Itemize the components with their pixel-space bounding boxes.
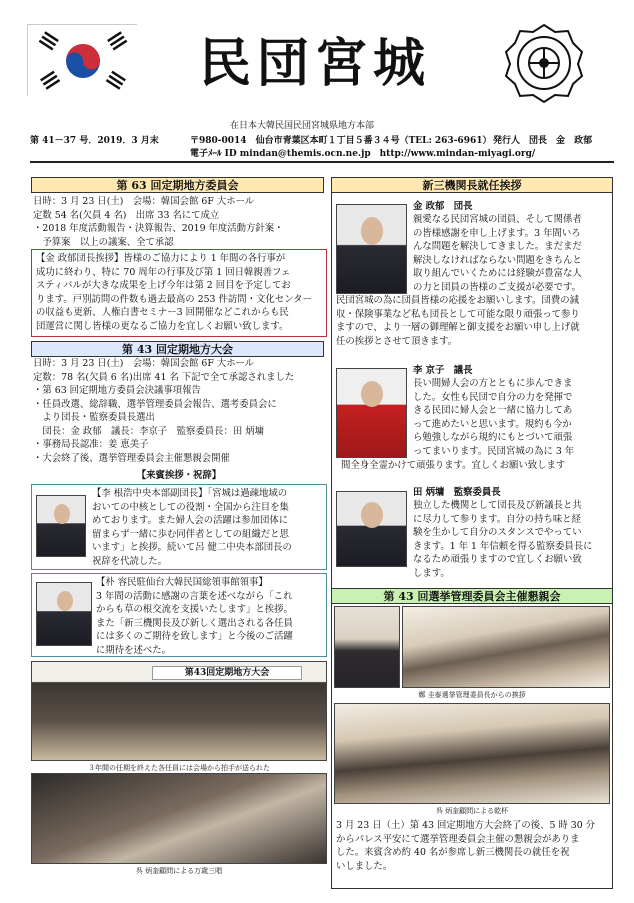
contact-line: 電子ﾒｰﾙ ID mindan@themis.ocn.ne.jp http://www.mindan-miyagi.org/	[190, 149, 536, 159]
assembly-group-photo	[31, 661, 327, 761]
section-heading-election-party: 第 43 回選挙管理委員会主催懇親会	[331, 588, 613, 604]
chairperson-message-cont: 間全身全霊かけて頑張ります。宜しくお願い致します	[341, 460, 566, 471]
korean-flag-icon	[27, 24, 137, 96]
newspaper-title: 民団宮城	[198, 33, 431, 94]
photo-caption-4: 呉 炳奎顧問による乾杯	[435, 807, 509, 815]
chairperson-photo	[336, 368, 407, 458]
auditor-message: 独立した機関として団長及び新議長と共 に尽力して参ります。自分の持ち味と経 験を生かして自分のスタンスでやってい きます。1 年 1 年信頼を得る監察委員長に なるため頑張りますので宜しくお願い致 します。	[413, 500, 593, 579]
auditor-name: 田 炳墉 監察委員長	[413, 487, 501, 498]
organization-name: 在日本大韓民国民団宮城県地方本部	[230, 121, 375, 131]
speaker-photo	[36, 582, 92, 646]
guest-speech-1: 【李 根浩中央本部副団長】「宮城は過疎地域の おいての中核としての役割・全国から注目を集 めております。また婦人会の活躍は参加団体に 留まらず一緒に歩む同伴者としての組織だと思 います」と挨拶。続いて呂 健二中央本部団長の 祝辞を代読した。	[31, 484, 327, 570]
issue-number: 第 41－37 号．2019．3 月末	[30, 136, 159, 146]
speaker-photo	[36, 495, 86, 557]
banzai-photo	[31, 773, 327, 864]
guest-speech-heading: 【来賓挨拶・祝辞】	[136, 470, 222, 481]
party-hall-photo	[402, 606, 610, 688]
assembly-banner: 第43回定期地方大会	[152, 666, 302, 680]
president-name: 金 政郁 団長	[413, 201, 473, 212]
section-heading-63: 第 63 回定期地方委員会	[31, 177, 324, 193]
photo-caption-1: ３年間の任期を終えた各任員には会場から拍手が送られた	[88, 764, 270, 772]
chairperson-message: 長い間婦人会の方とともに歩んできま した。女性も民団で自分の力を発揮で きる民団に婦人会と一緒に協力してあ って進めたいと思います。規約も今か ら勉強しながら規約にもとづいて頑張 ってまいります。民団宮城の為に 3 年	[413, 378, 575, 457]
photo-caption-3: 鄭 圭泰選挙管理委員長からの挨拶	[418, 691, 526, 699]
header-rule	[30, 161, 614, 163]
mindan-emblem-icon	[503, 22, 585, 104]
president-photo	[336, 204, 407, 294]
president-message-cont: 民団宮城の為に団員皆様の応援をお願いします。団費の減 収・保険事業など私も団長として可能な限り頑張って参り ますので、より一層の御理解と御支援をお願い申し上げ就 任の挨拶とさせて頂きます。	[336, 295, 580, 347]
section-63-body: 日時：3 月 23 日(土) 会場：韓国会館 6F 大ホール 定数 54 名(欠員 4 名) 出席 33 名にて成立 ・2018 年度活動報告・決算報告、2019 年度活動方針案・ 予算案 以上の議案、全て承認	[33, 196, 284, 248]
auditor-photo	[336, 491, 407, 567]
section-heading-new-leaders: 新三機関長就任挨拶	[331, 177, 613, 193]
chairperson-name: 李 京子 議長	[413, 365, 473, 376]
president-message: 親愛なる民団宮城の団員、そして関係者 の皆様感謝を申し上げます。3 年間いろ んな問題を解決してきました。まだまだ 解決しなければならない問題をきちんと 取り組んでいくためには経験が豊富な人 の力と団員の皆様のご支援が必要です。	[413, 214, 582, 293]
president-greeting-box: 【金 政郁団長挨拶】皆様のご協力により 1 年間の各行事が 成功に終わり、特に 70 周年の行事及び第 1 回日韓親善フェ スティバルが大きな成果を上げ今年は第 2 回目を予定してお ります。戸別訪問の件数も過去最高の 253 件訪問・文化センター の収益も更新、人権白書セミナー3 回開催などこれからも民 団運営に関し皆様の更なるご協力を宜しくお願い致します。	[31, 249, 327, 337]
election-chair-photo	[334, 606, 400, 688]
section-heading-43: 第 43 回定期地方大会	[31, 341, 324, 357]
photo-caption-2: 呉 炳奎顧問による万歳三唱	[135, 867, 223, 875]
guest-speech-2: 【朴 容民駐仙台大韓民国総領事館領事】 3 年間の活動に感謝の言葉を述べながら「これ からも草の根交流を支援いたします」と挨拶。 また「新三機関長及び新しく選出される各任員 には多くのご期待を致します」と今後のご活躍 に期待を述べた。	[31, 573, 327, 657]
toast-photo	[334, 703, 610, 804]
party-report: 3 月 23 日（土）第 43 回定期地方大会終了の後、5 時 30 分 からパレス平安にて選挙管理委員会主催の懇親会がありま した。来賓含め約 40 名が参席し新三機関長の就任を祝 いしました。	[336, 820, 596, 872]
address: 〒980-0014 仙台市青葉区本町１丁目５番３４号（TEL: 263-6961）	[190, 136, 492, 146]
publisher: 発行人 団長 金 政郁	[493, 136, 593, 146]
section-43-body: 日時：3 月 23 日(土) 会場：韓国会館 6F 大ホール 定数：78 名(欠員 6 名)出席 41 名 下記で全て承認されました ・第 63 回定期地方委員会決議事項報告 ・任員改選、総辞職、選挙管理委員会報告、選考委員会に より団長・監察委員長選出 団長：金 政郁 議長：李京子 監察委員長：田 炳墉 ・事務局長認准：姜 恵美子 ・大会終了後、選挙管理委員会主催懇親会開催	[33, 358, 295, 464]
